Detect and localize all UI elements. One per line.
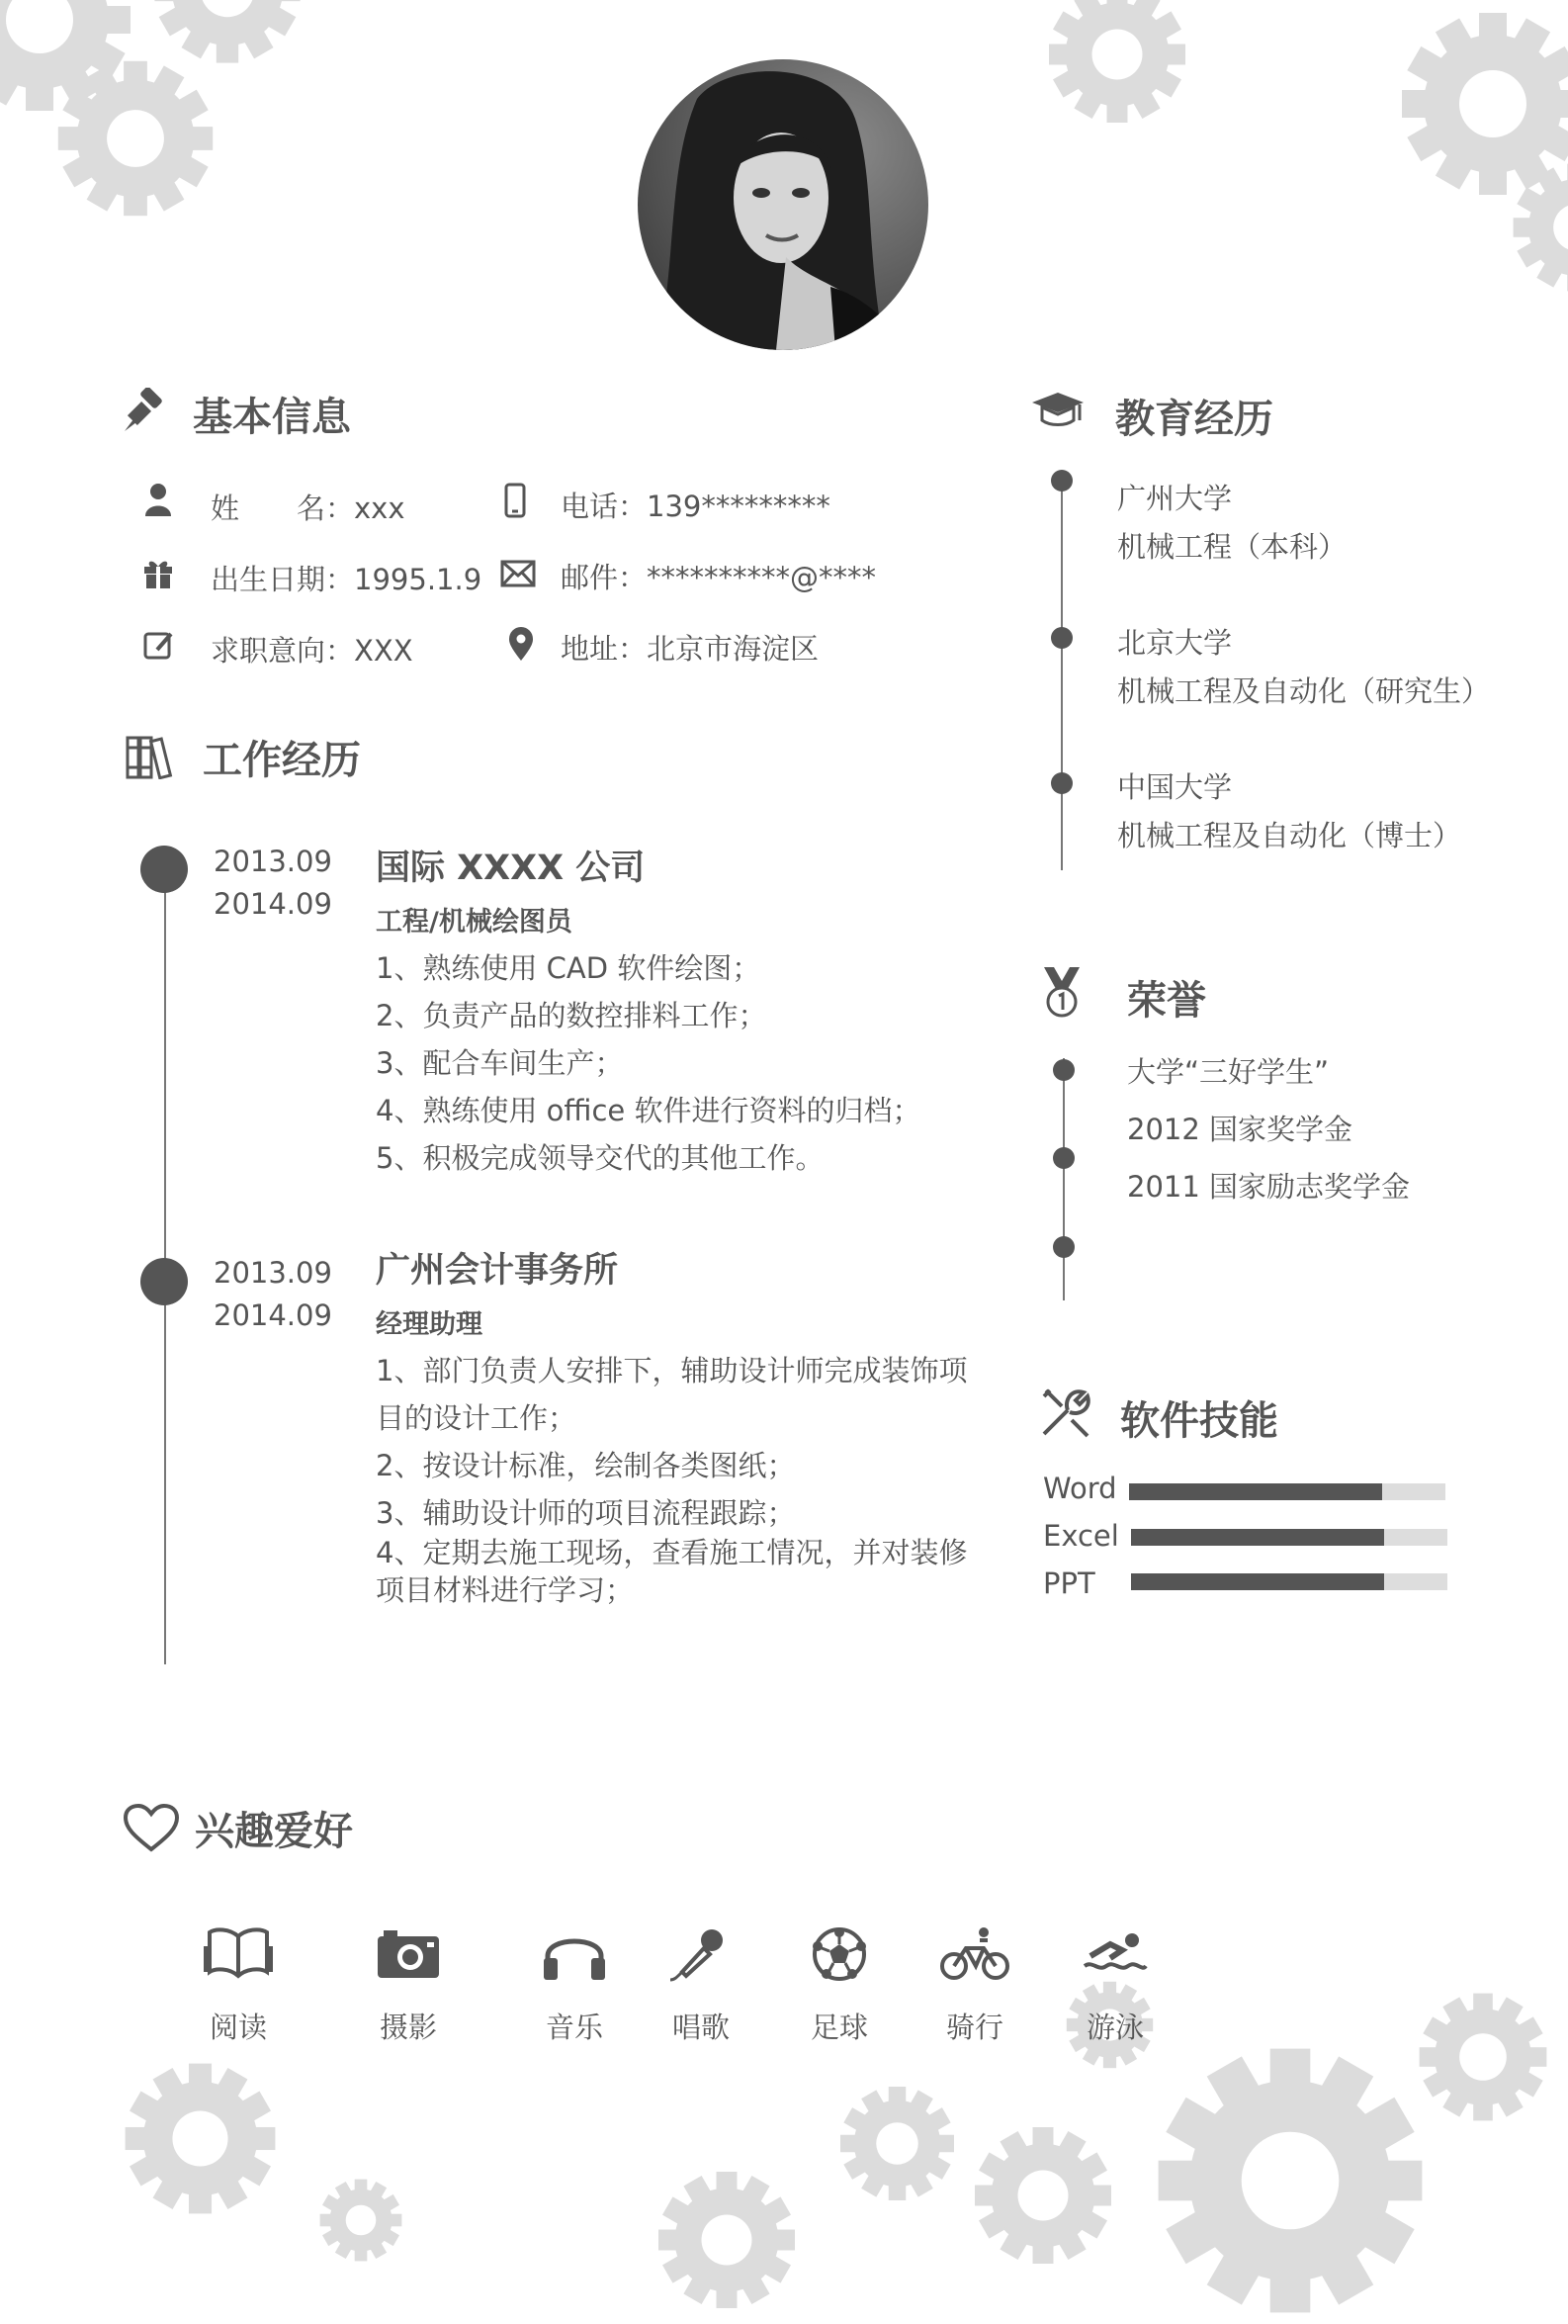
timeline-dot bbox=[1053, 1236, 1075, 1258]
name-field: 姓 名：xxx bbox=[211, 492, 405, 525]
microphone-icon bbox=[656, 1926, 745, 1986]
job-duty: 2、负责产品的数控排料工作； bbox=[376, 999, 767, 1032]
hobby-label: 足球 bbox=[810, 2011, 868, 2044]
skill-bar bbox=[1131, 1529, 1447, 1546]
hobby-label: 摄影 bbox=[379, 2011, 437, 2044]
graduation-cap-icon bbox=[1030, 391, 1086, 434]
timeline-dot bbox=[1053, 1147, 1075, 1169]
job-duty: 项目材料进行学习； bbox=[376, 1573, 635, 1607]
timeline-dot bbox=[1051, 627, 1073, 649]
job-end-date: 2014.09 bbox=[214, 1298, 332, 1332]
job-duty: 3、配合车间生产； bbox=[376, 1046, 624, 1080]
job-end-date: 2014.09 bbox=[214, 887, 332, 921]
job-duty: 5、积极完成领导交代的其他工作。 bbox=[376, 1141, 825, 1175]
education-timeline bbox=[1061, 472, 1063, 870]
gear-decoration-icon bbox=[119, 2057, 282, 2220]
edu-major: 机械工程及自动化（研究生） bbox=[1117, 674, 1491, 708]
gear-decoration-icon bbox=[51, 54, 219, 223]
hobby-item bbox=[795, 1926, 884, 2046]
camera-icon bbox=[364, 1926, 453, 1986]
honor-item: 大学“三好学生” bbox=[1127, 1055, 1330, 1089]
mail-icon bbox=[500, 560, 536, 591]
hobby-item bbox=[1071, 1926, 1160, 2046]
honor-item: 2012 国家奖学金 bbox=[1127, 1113, 1353, 1146]
job-role: 工程/机械绘图员 bbox=[376, 907, 572, 938]
gear-decoration-icon bbox=[1043, 0, 1191, 129]
job-company: 国际 XXXX 公司 bbox=[376, 849, 646, 888]
tools-icon bbox=[1038, 1385, 1093, 1444]
job-company: 广州会计事务所 bbox=[376, 1251, 619, 1291]
edit-icon bbox=[143, 630, 175, 666]
heart-icon bbox=[124, 1804, 179, 1857]
section-title-honors: 荣誉 bbox=[1127, 978, 1206, 1024]
hobby-label: 音乐 bbox=[545, 2011, 603, 2044]
hobby-label: 骑行 bbox=[945, 2011, 1003, 2044]
avatar bbox=[638, 59, 928, 350]
skill-name: Word bbox=[1043, 1472, 1117, 1505]
hobby-label: 唱歌 bbox=[671, 2011, 730, 2044]
bicycle-icon bbox=[930, 1926, 1019, 1986]
skill-name: PPT bbox=[1043, 1566, 1095, 1600]
pin-icon bbox=[119, 388, 168, 441]
job-role: 经理助理 bbox=[376, 1309, 482, 1340]
location-pin-icon bbox=[508, 627, 534, 665]
timeline-dot bbox=[140, 1258, 188, 1305]
timeline-dot bbox=[140, 846, 188, 893]
job-duty: 3、辅助设计师的项目流程跟踪； bbox=[376, 1496, 796, 1530]
job-duty: 2、按设计标准，绘制各类图纸； bbox=[376, 1449, 796, 1482]
intent-field: 求职意向：XXX bbox=[211, 634, 413, 668]
section-title-basic: 基本信息 bbox=[193, 395, 351, 440]
gear-decoration-icon bbox=[316, 2176, 405, 2265]
job-duty: 4、熟练使用 office 软件进行资料的归档； bbox=[376, 1094, 921, 1127]
skill-bar-fill bbox=[1129, 1483, 1382, 1500]
skill-name: Excel bbox=[1043, 1519, 1119, 1553]
birth-field: 出生日期：1995.1.9 bbox=[211, 563, 482, 596]
hobby-item bbox=[194, 1926, 283, 2046]
phone-field: 电话：139********* bbox=[561, 490, 830, 523]
job-duty: 目的设计工作； bbox=[376, 1401, 577, 1435]
email-field: 邮件：**********@**** bbox=[561, 561, 877, 594]
hobby-item bbox=[656, 1926, 745, 2046]
honor-item: 2011 国家励志奖学金 bbox=[1127, 1170, 1411, 1204]
soccer-ball-icon bbox=[795, 1926, 884, 1986]
timeline-dot bbox=[1051, 470, 1073, 492]
gear-decoration-icon bbox=[969, 2121, 1117, 2270]
swimming-icon bbox=[1071, 1926, 1160, 1986]
edu-school: 中国大学 bbox=[1117, 770, 1233, 804]
skill-bar bbox=[1131, 1573, 1447, 1590]
job-duty: 1、熟练使用 CAD 软件绘图； bbox=[376, 951, 761, 985]
edu-major: 机械工程（本科） bbox=[1117, 530, 1348, 564]
gear-decoration-icon bbox=[1414, 1988, 1552, 2126]
timeline-dot bbox=[1053, 1059, 1075, 1081]
section-title-work: 工作经历 bbox=[203, 738, 361, 783]
skill-bar-fill bbox=[1131, 1529, 1384, 1546]
timeline-dot bbox=[1051, 772, 1073, 794]
edu-major: 机械工程及自动化（博士） bbox=[1117, 819, 1462, 852]
section-title-skills: 软件技能 bbox=[1120, 1398, 1278, 1444]
gear-decoration-icon bbox=[1147, 2037, 1434, 2324]
gear-decoration-icon bbox=[653, 2166, 801, 2314]
phone-icon bbox=[504, 483, 526, 522]
job-start-date: 2013.09 bbox=[214, 1256, 332, 1290]
hobby-label: 阅读 bbox=[209, 2011, 267, 2044]
edu-school: 广州大学 bbox=[1117, 482, 1233, 515]
medal-icon bbox=[1040, 965, 1084, 1023]
address-field: 地址：北京市海淀区 bbox=[561, 632, 820, 666]
hobby-item bbox=[930, 1926, 1019, 2046]
headphones-icon bbox=[530, 1926, 619, 1986]
books-icon bbox=[126, 734, 179, 783]
job-start-date: 2013.09 bbox=[214, 845, 332, 878]
hobby-item bbox=[530, 1926, 619, 2046]
section-title-hobbies: 兴趣爱好 bbox=[195, 1809, 353, 1854]
skill-bar bbox=[1129, 1483, 1445, 1500]
gear-decoration-icon bbox=[1508, 158, 1568, 297]
gift-icon bbox=[142, 558, 174, 593]
honors-timeline bbox=[1063, 1058, 1065, 1300]
book-icon bbox=[194, 1926, 283, 1986]
hobby-item bbox=[364, 1926, 453, 2046]
job-duty: 1、部门负责人安排下，辅助设计师完成装饰项 bbox=[376, 1354, 968, 1387]
gear-decoration-icon bbox=[835, 2082, 959, 2205]
section-title-education: 教育经历 bbox=[1115, 397, 1273, 442]
hobby-label: 游泳 bbox=[1086, 2011, 1144, 2044]
job-duty: 4、定期去施工现场，查看施工情况，并对装修 bbox=[376, 1536, 968, 1569]
skill-bar-fill bbox=[1131, 1573, 1384, 1590]
person-icon bbox=[143, 483, 173, 520]
edu-school: 北京大学 bbox=[1117, 626, 1233, 660]
